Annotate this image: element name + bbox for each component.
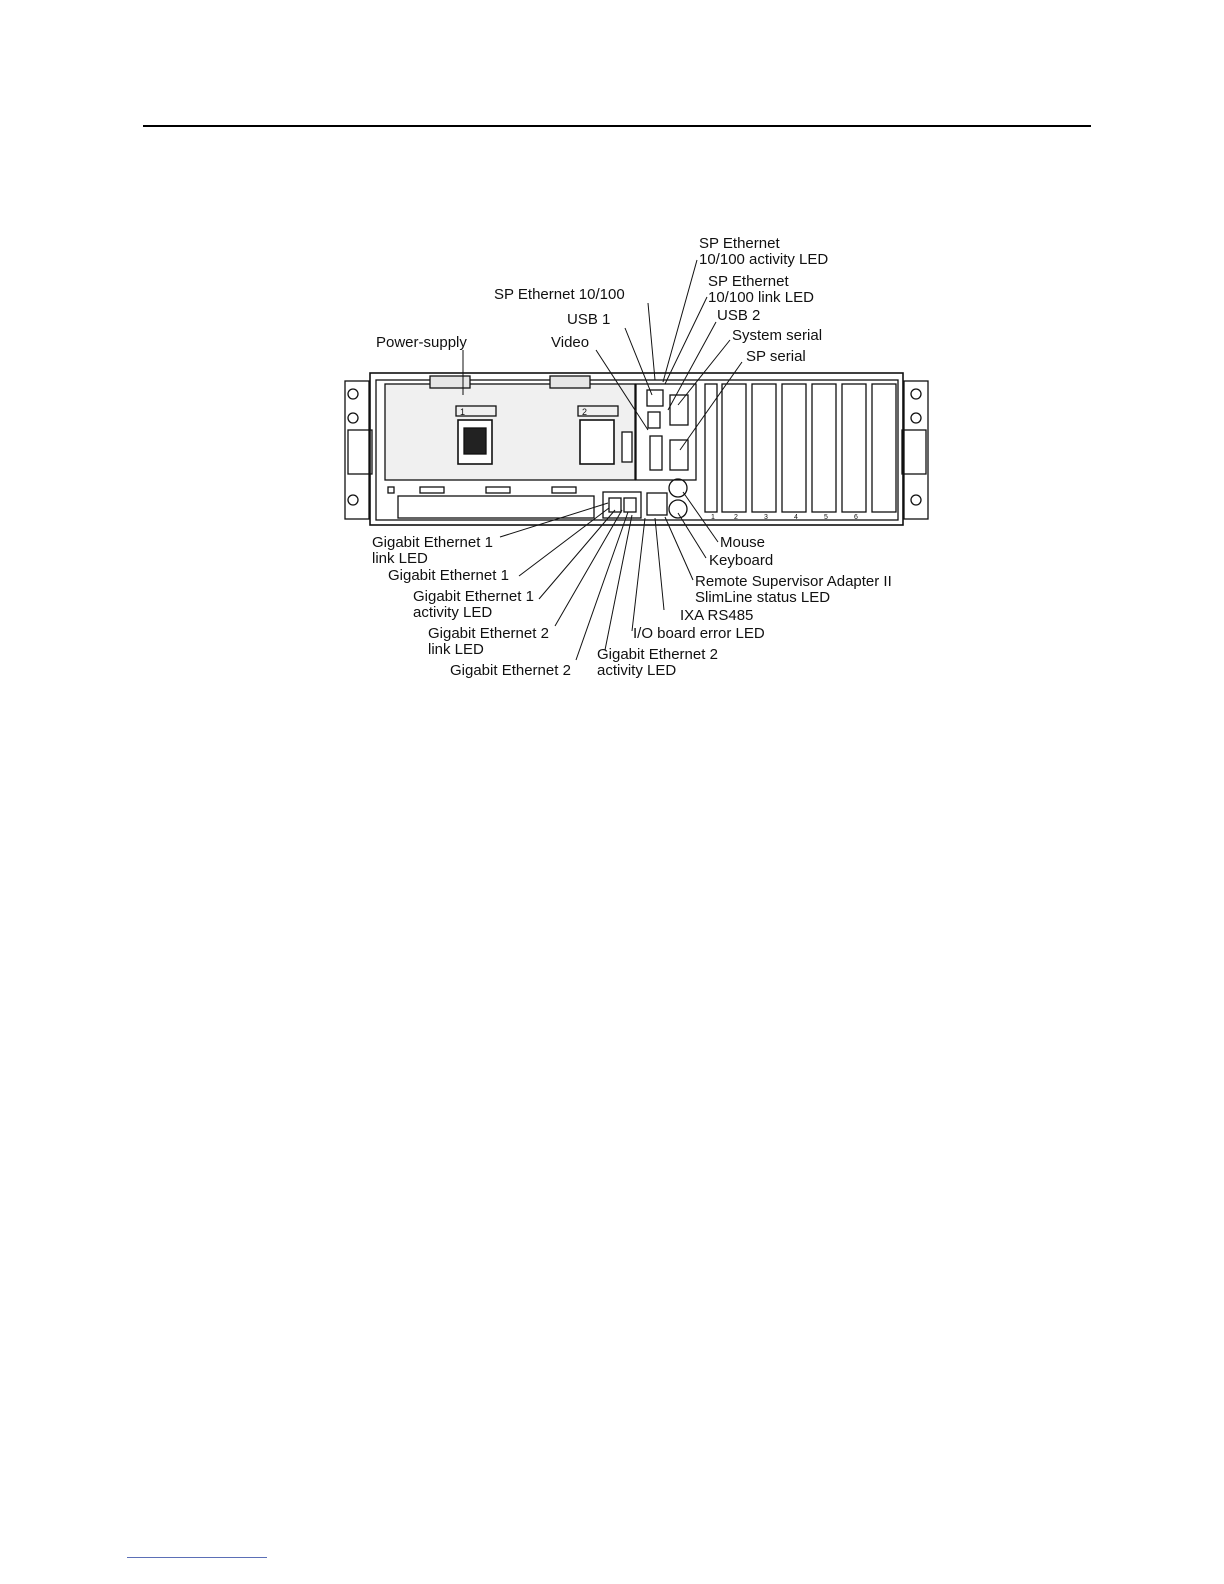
label-line: Remote Supervisor Adapter II [695,573,892,590]
label-sp-serial [746,349,806,365]
label-line: activity LED [597,662,677,679]
label-line: Power-supply [376,334,467,351]
label-line: Video [551,334,590,351]
label-line: Gigabit Ethernet 1 [413,588,534,605]
label-mouse [720,535,765,551]
label-video [551,335,589,351]
label-gigabit-ethernet-2-activity-led [597,647,718,679]
psu-marker-1: 1 [460,407,466,417]
label-gigabit-ethernet-1-activity-led [413,589,534,621]
label-line: Gigabit Ethernet 1 [372,534,493,551]
slot-number-4: 4 [794,514,798,521]
label-gigabit-ethernet-2-link-led [428,626,549,658]
label-line: SP Ethernet 10/100 [494,286,625,303]
pci-slots [705,384,896,512]
label-power-supply [376,335,467,351]
label-line: 10/100 link LED [708,289,814,306]
label-line: SP Ethernet [708,273,789,290]
label-line: 10/100 activity LED [699,251,829,268]
slot-number-6: 6 [854,514,858,521]
label-line: activity LED [413,604,493,621]
label-line: Gigabit Ethernet 2 [597,646,718,663]
label-system-serial [732,328,822,344]
footer-link-rule [127,1557,267,1558]
label-sp-ethernet-link-led [708,274,814,306]
label-line: link LED [372,550,428,567]
label-sp-ethernet [494,287,625,303]
label-line: Keyboard [709,552,774,569]
slot-number-2: 2 [734,514,738,521]
psu-marker-2: 2 [582,407,588,417]
label-ixa-rs485 [680,608,753,624]
label-line: Gigabit Ethernet 2 [428,625,549,642]
label-keyboard [709,553,773,569]
label-line: I/O board error LED [633,625,765,642]
slot-number-5: 5 [824,514,828,521]
label-usb-1 [567,312,610,328]
label-line: System serial [732,327,823,344]
label-line: IXA RS485 [680,607,754,624]
label-line: SP Ethernet [699,235,780,252]
label-gigabit-ethernet-2 [450,663,571,679]
label-line: SlimLine status LED [695,589,831,606]
power-supply-bay [385,376,635,518]
label-line: Mouse [720,534,766,551]
label-line: Gigabit Ethernet 2 [450,662,571,679]
label-line: SP serial [746,348,806,365]
label-sp-ethernet-activity-led [699,236,828,268]
slot-number-3: 3 [764,514,768,521]
label-gigabit-ethernet-1 [388,568,509,584]
label-line: USB 2 [717,307,761,324]
label-usb-2 [717,308,760,324]
label-line: Gigabit Ethernet 1 [388,567,509,584]
label-gigabit-ethernet-1-link-led [372,535,493,567]
slot-number-1: 1 [711,514,715,521]
label-line: USB 1 [567,311,611,328]
label-line: link LED [428,641,484,658]
label-rsa-ii-status-led [695,574,892,606]
label-io-board-error-led [633,626,765,642]
